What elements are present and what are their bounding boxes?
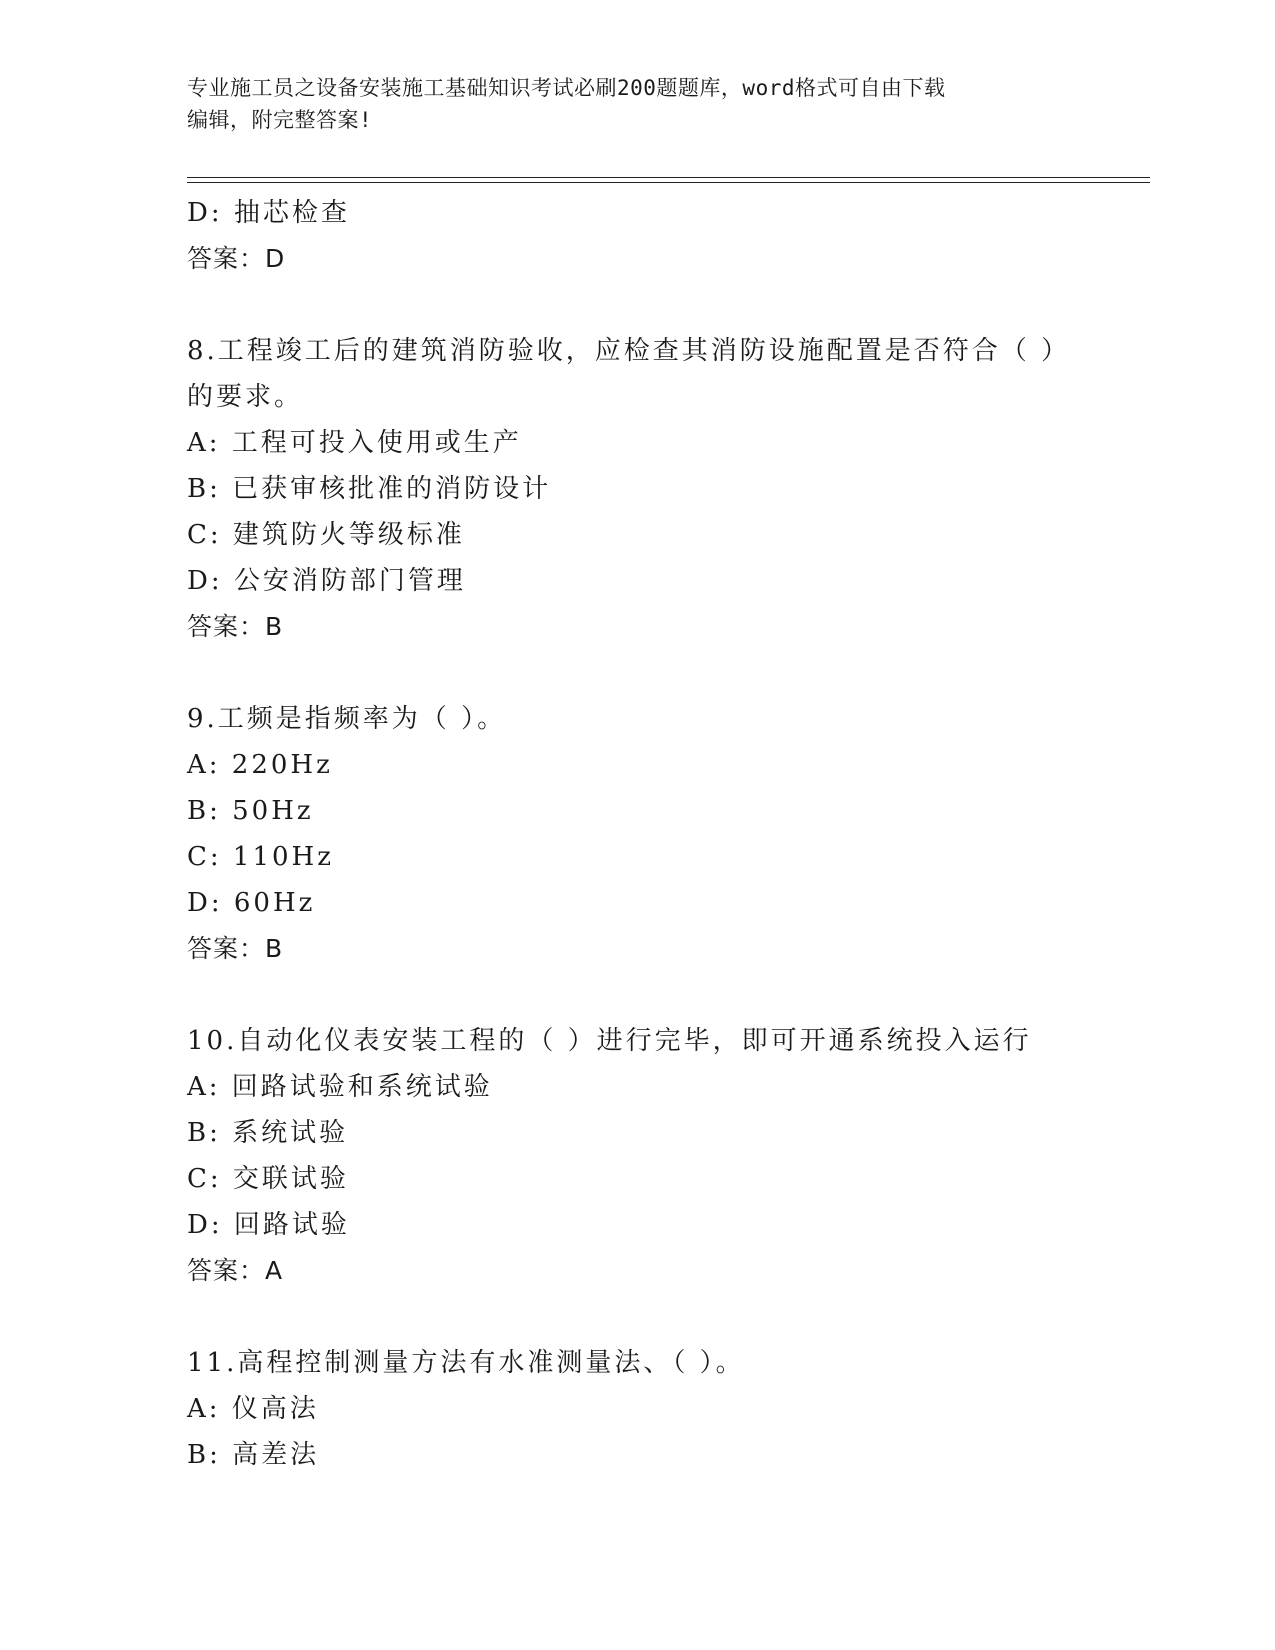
option-a: A: 仪高法: [187, 1394, 319, 1424]
question-stem: 10.自动化仪表安装工程的（ ）进行完毕，即可开通系统投入运行: [187, 1026, 1032, 1056]
answer-line: 答案：D: [187, 244, 286, 273]
header-divider-bottom: [187, 182, 1150, 183]
option-a: A: 回路试验和系统试验: [187, 1072, 493, 1102]
question-list: [187, 190, 1147, 1478]
document-header: [187, 72, 1087, 136]
header-title-line-2: 编辑，附完整答案!: [187, 108, 373, 132]
question-stem: 11.高程控制测量方法有水准测量法、（ ）。: [187, 1348, 745, 1378]
spacer: [187, 1294, 1147, 1340]
header-title-line-1: 专业施工员之设备安装施工基础知识考试必刷200题题库，word格式可自由下载: [187, 76, 946, 100]
question-9: [187, 696, 1147, 972]
option-b: B: 高差法: [187, 1440, 320, 1470]
option-d: D: 60Hz: [187, 888, 316, 918]
question-10: [187, 1018, 1147, 1294]
option-c: C: 110Hz: [187, 842, 334, 872]
spacer: [187, 282, 1147, 328]
option-d: D: 回路试验: [187, 1210, 350, 1240]
spacer: [187, 650, 1147, 696]
answer-line: 答案：A: [187, 1256, 284, 1285]
option-b: B: 已获审核批准的消防设计: [187, 474, 552, 504]
question-stem: 8.工程竣工后的建筑消防验收，应检查其消防设施配置是否符合（ ）: [187, 336, 1071, 366]
option-d: D: 公安消防部门管理: [187, 566, 466, 596]
option-b: B: 系统试验: [187, 1118, 349, 1148]
option-d: D: 抽芯检查: [187, 198, 350, 228]
answer-line: 答案：B: [187, 612, 284, 641]
option-c: C: 交联试验: [187, 1164, 349, 1194]
question-stem-continued: 的要求。: [187, 382, 304, 412]
spacer: [187, 972, 1147, 1018]
option-b: B: 50Hz: [187, 796, 314, 826]
question-8: [187, 328, 1147, 650]
question-11: [187, 1340, 1147, 1478]
option-c: C: 建筑防火等级标准: [187, 520, 465, 550]
question-stem: 9.工频是指频率为（ ）。: [187, 704, 507, 734]
option-a: A: 220Hz: [187, 750, 333, 780]
answer-line: 答案：B: [187, 934, 284, 963]
option-a: A: 工程可投入使用或生产: [187, 428, 522, 458]
header-divider-top: [187, 177, 1150, 178]
